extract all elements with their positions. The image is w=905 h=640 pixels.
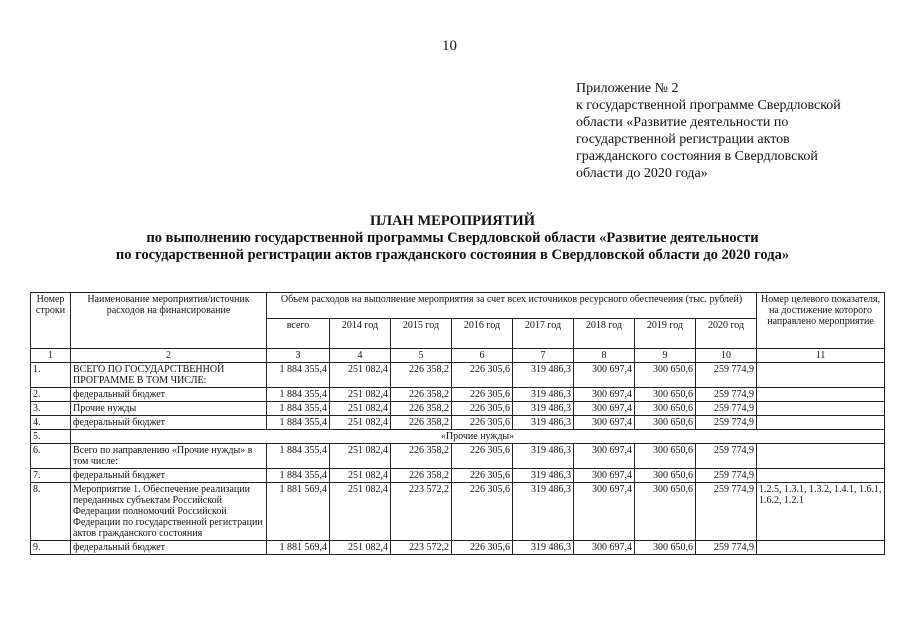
column-number: 9 <box>635 349 696 363</box>
table-row <box>31 430 885 444</box>
row-name-cell: федеральный бюджет <box>71 469 267 483</box>
amount-cell: 300 697,4 <box>574 388 635 402</box>
amount-cell: 259 774,9 <box>696 469 757 483</box>
page-number: 10 <box>442 38 457 54</box>
plan-table <box>30 292 885 555</box>
header-indicator: Номер целевого показателя, на достижение которого направлено мероприятие <box>757 293 885 349</box>
indicator-cell <box>757 388 885 402</box>
amount-cell: 1 884 355,4 <box>267 469 330 483</box>
amount-cell: 251 082,4 <box>330 416 391 430</box>
table-row <box>31 483 885 541</box>
column-number: 1 <box>31 349 71 363</box>
column-number: 5 <box>391 349 452 363</box>
amount-cell: 1 884 355,4 <box>267 363 330 388</box>
amount-cell: 251 082,4 <box>330 402 391 416</box>
amount-cell: 226 358,2 <box>391 469 452 483</box>
row-number-cell: 5. <box>31 430 71 444</box>
amount-cell: 1 881 569,4 <box>267 483 330 541</box>
amount-cell: 319 486,3 <box>513 402 574 416</box>
row-number-cell: 8. <box>31 483 71 541</box>
amount-cell: 226 305,6 <box>452 469 513 483</box>
appendix-line: области «Развитие деятельности по <box>576 115 789 130</box>
appendix-line: области до 2020 года» <box>576 166 708 181</box>
amount-cell: 1 884 355,4 <box>267 388 330 402</box>
indicator-cell <box>757 444 885 469</box>
header-name: Наименование мероприятия/источник расходов на финансирование <box>71 293 267 349</box>
amount-cell: 300 697,4 <box>574 541 635 555</box>
amount-cell: 300 650,6 <box>635 483 696 541</box>
amount-cell: 223 572,2 <box>391 483 452 541</box>
indicator-cell <box>757 363 885 388</box>
section-label-cell: «Прочие нужды» <box>71 430 885 444</box>
document-subtitle: по государственной регистрации актов гражданского состояния в Свердловской области до 2020 года» <box>115 247 790 263</box>
amount-cell: 300 697,4 <box>574 363 635 388</box>
row-name-cell: федеральный бюджет <box>71 416 267 430</box>
header-row-number: Номер строки <box>31 293 71 349</box>
amount-cell: 1 884 355,4 <box>267 402 330 416</box>
table-row <box>31 416 885 430</box>
row-name-cell: федеральный бюджет <box>71 541 267 555</box>
header-year: 2015 год <box>391 319 452 349</box>
amount-cell: 319 486,3 <box>513 388 574 402</box>
column-number: 8 <box>574 349 635 363</box>
amount-cell: 226 305,6 <box>452 444 513 469</box>
amount-cell: 319 486,3 <box>513 416 574 430</box>
header-year: 2017 год <box>513 319 574 349</box>
amount-cell: 319 486,3 <box>513 444 574 469</box>
row-name-cell: ВСЕГО ПО ГОСУДАРСТВЕННОЙ ПРОГРАММЕ В ТОМ ЧИСЛЕ: <box>71 363 267 388</box>
amount-cell: 300 650,6 <box>635 444 696 469</box>
row-name-cell: Мероприятие 1. Обеспечение реализации переданных субъектам Российской Федерации полномочий Российской Федерации по государственной регистрации актов гражданского состояния <box>71 483 267 541</box>
amount-cell: 300 697,4 <box>574 416 635 430</box>
indicator-cell <box>757 402 885 416</box>
plan-table-body <box>31 363 885 555</box>
document-subtitle: по выполнению государственной программы Свердловской области «Развитие деятельности <box>146 230 759 246</box>
amount-cell: 226 305,6 <box>452 541 513 555</box>
amount-cell: 319 486,3 <box>513 469 574 483</box>
amount-cell: 1 884 355,4 <box>267 416 330 430</box>
amount-cell: 319 486,3 <box>513 363 574 388</box>
amount-cell: 259 774,9 <box>696 444 757 469</box>
amount-cell: 251 082,4 <box>330 469 391 483</box>
row-number-cell: 7. <box>31 469 71 483</box>
column-number: 7 <box>513 349 574 363</box>
row-number-cell: 9. <box>31 541 71 555</box>
amount-cell: 300 650,6 <box>635 388 696 402</box>
amount-cell: 226 358,2 <box>391 416 452 430</box>
header-total: всего <box>267 319 330 349</box>
column-number-row <box>31 349 885 363</box>
row-number-cell: 2. <box>31 388 71 402</box>
row-name-cell: Всего по направлению «Прочие нужды» в том числе: <box>71 444 267 469</box>
amount-cell: 259 774,9 <box>696 541 757 555</box>
amount-cell: 300 650,6 <box>635 363 696 388</box>
amount-cell: 226 305,6 <box>452 402 513 416</box>
amount-cell: 1 884 355,4 <box>267 444 330 469</box>
amount-cell: 259 774,9 <box>696 363 757 388</box>
indicator-cell <box>757 416 885 430</box>
appendix-line: Приложение № 2 <box>576 81 679 96</box>
column-number: 11 <box>757 349 885 363</box>
column-number: 2 <box>71 349 267 363</box>
amount-cell: 226 358,2 <box>391 363 452 388</box>
amount-cell: 300 697,4 <box>574 444 635 469</box>
amount-cell: 226 305,6 <box>452 363 513 388</box>
amount-cell: 259 774,9 <box>696 402 757 416</box>
amount-cell: 226 358,2 <box>391 388 452 402</box>
header-year: 2016 год <box>452 319 513 349</box>
row-number-cell: 1. <box>31 363 71 388</box>
table-row <box>31 363 885 388</box>
document-heading <box>0 213 905 264</box>
amount-cell: 259 774,9 <box>696 483 757 541</box>
document-title: ПЛАН МЕРОПРИЯТИЙ <box>370 213 535 229</box>
amount-cell: 259 774,9 <box>696 388 757 402</box>
amount-cell: 251 082,4 <box>330 388 391 402</box>
row-number-cell: 4. <box>31 416 71 430</box>
amount-cell: 226 305,6 <box>452 483 513 541</box>
appendix-line: государственной регистрации актов <box>576 132 790 147</box>
amount-cell: 259 774,9 <box>696 416 757 430</box>
header-year: 2019 год <box>635 319 696 349</box>
table-row <box>31 469 885 483</box>
table-row <box>31 402 885 416</box>
amount-cell: 251 082,4 <box>330 541 391 555</box>
row-number-cell: 6. <box>31 444 71 469</box>
amount-cell: 251 082,4 <box>330 444 391 469</box>
column-number: 6 <box>452 349 513 363</box>
header-year: 2018 год <box>574 319 635 349</box>
amount-cell: 300 650,6 <box>635 469 696 483</box>
column-number: 10 <box>696 349 757 363</box>
column-number: 4 <box>330 349 391 363</box>
amount-cell: 251 082,4 <box>330 363 391 388</box>
amount-cell: 226 305,6 <box>452 416 513 430</box>
amount-cell: 1 881 569,4 <box>267 541 330 555</box>
row-name-cell: федеральный бюджет <box>71 388 267 402</box>
header-year: 2014 год <box>330 319 391 349</box>
table-row <box>31 444 885 469</box>
amount-cell: 226 358,2 <box>391 402 452 416</box>
amount-cell: 300 697,4 <box>574 469 635 483</box>
appendix-line: гражданского состояния в Свердловской <box>576 149 818 164</box>
column-number: 3 <box>267 349 330 363</box>
indicator-cell <box>757 541 885 555</box>
indicator-cell: 1.2.5, 1.3.1, 1.3.2, 1.4.1, 1.6.1, 1.6.2, 1.2.1 <box>757 483 885 541</box>
amount-cell: 226 305,6 <box>452 388 513 402</box>
amount-cell: 319 486,3 <box>513 541 574 555</box>
amount-cell: 251 082,4 <box>330 483 391 541</box>
amount-cell: 300 650,6 <box>635 402 696 416</box>
appendix-block <box>576 80 876 182</box>
header-year: 2020 год <box>696 319 757 349</box>
table-row <box>31 388 885 402</box>
amount-cell: 300 650,6 <box>635 416 696 430</box>
amount-cell: 226 358,2 <box>391 444 452 469</box>
indicator-cell <box>757 469 885 483</box>
row-number-cell: 3. <box>31 402 71 416</box>
amount-cell: 223 572,2 <box>391 541 452 555</box>
table-row <box>31 541 885 555</box>
appendix-line: к государственной программе Свердловской <box>576 98 841 113</box>
amount-cell: 300 697,4 <box>574 402 635 416</box>
header-volume: Объем расходов на выполнение мероприятия за счет всех источников ресурсного обеспечения (тыс. рублей) <box>267 293 757 319</box>
row-name-cell: Прочие нужды <box>71 402 267 416</box>
amount-cell: 319 486,3 <box>513 483 574 541</box>
amount-cell: 300 650,6 <box>635 541 696 555</box>
amount-cell: 300 697,4 <box>574 483 635 541</box>
